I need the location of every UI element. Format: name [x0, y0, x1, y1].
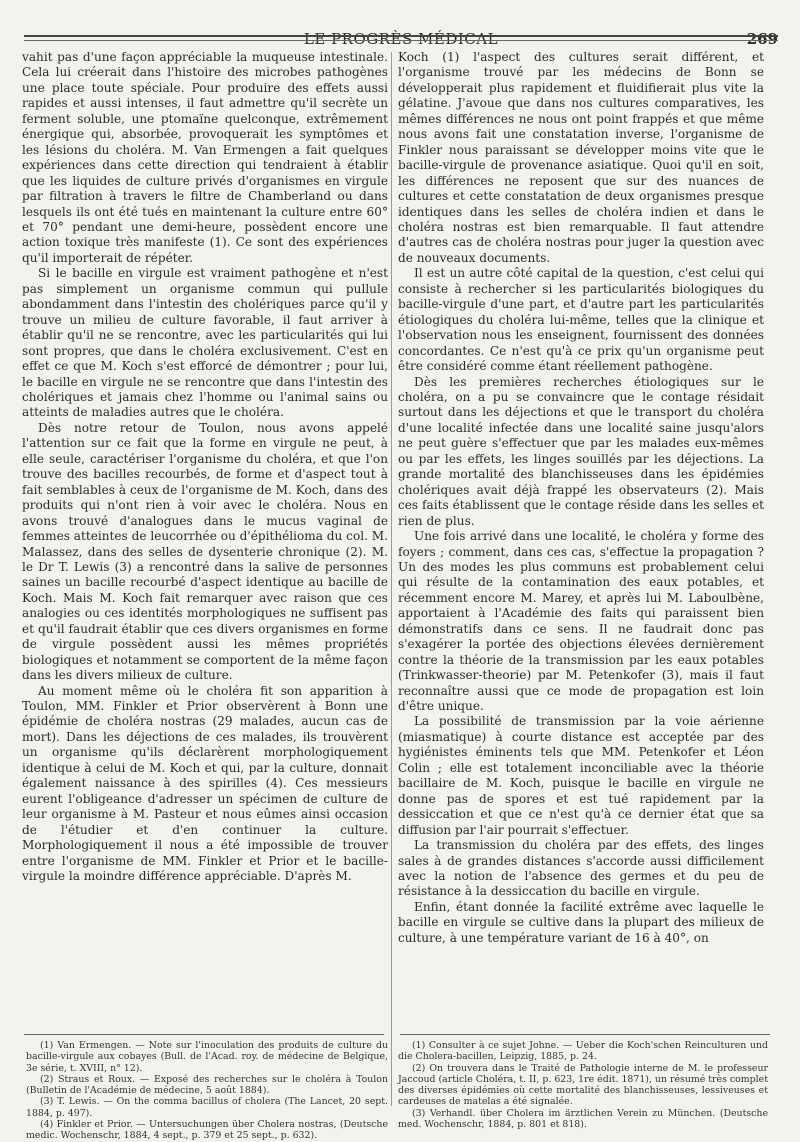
footnote-separator	[24, 1034, 384, 1035]
paragraph: Enfin, étant donnée la facilité extrême avec laquelle le bacille en virgule se cultive dans la plupart des milieux de culture, à une température variant de 16 à 40°, on	[398, 899, 764, 945]
paragraph: La possibilité de transmission par la voie aérienne (miasmatique) à courte distance est acceptée par des hygiénistes éminents tels que MM. Petenkofer et Léon Colin ; elle est totalement inconciliable avec la théorie bacillaire de M. Koch, puisque le bacille en virgule ne donne pas de spores et est tué rapidement par la dessiccation et que ce n'est qu'à ce dernier état que sa diffusion par l'air pourrait s'effectuer.	[398, 714, 764, 837]
page-header	[24, 14, 778, 48]
footnote: (2) Straus et Roux. — Exposé des recherches sur le choléra à Toulon (Bulletin de l'Académie de médecine, 5 août 1884).	[26, 1073, 388, 1097]
footnote: (2) On trouvera dans le Traité de Pathologie interne de M. le professeur Jaccoud (article Choléra, t. II, p. 623, 1re édit. 1871), un résumé très complet des diverses épidémies où cette mortalité des blanchisseuses, lessiveuses et cardeuses de matelas a été signalée.	[398, 1062, 768, 1108]
paragraph: Dès notre retour de Toulon, nous avons appelé l'attention sur ce fait que la forme en virgule ne peut, à elle seule, caractériser l'organisme du choléra, et que l'on trouve des bacilles recourbés, de forme et d'aspect tout à fait semblables à ceux de l'organisme de M. Koch, dans des produits qui n'ont rien à voir avec le choléra. Nous en avons trouvé d'analogues dans le mucus vaginal de femmes atteintes de leucorrhée ou d'épithélioma du col. M. Malassez, dans des selles de dysenterie chronique (2). M. le Dr T. Lewis (3) a rencontré dans la salive de personnes saines un bacille recourbé d'aspect identique au bacille de Koch. Mais M. Koch fait remarquer avec raison que ces analogies ou ces identités morphologiques ne suffisent pas et qu'il faudrait établir que ces divers organismes en forme de virgule possèdent aussi les mêmes propriétés biologiques et notamment se comportent de la même façon dans les divers milieux de culture.	[22, 420, 389, 683]
header-rule-thick	[24, 35, 778, 37]
column-divider	[391, 52, 392, 1106]
footnote: (1) Consulter à ce sujet Johne. — Ueber die Koch'schen Reinculturen und die Cholera-bacillen, Leipzig, 1885, p. 24.	[398, 1040, 768, 1063]
paragraph: Si le bacille en virgule est vraiment pathogène et n'est pas simplement un organisme commun qui pullule abondamment dans l'intestin des cholériques parce qu'il y trouve un milieu de culture favorable, il faut arriver à établir qu'il ne se rencontre, avec les particularités qui lui sont propres, que dans le choléra exclusivement. C'est en effet ce que M. Koch s'est efforcé de démontrer ; pour lui, le bacille en virgule ne se rencontre que dans l'intestin des cholériques et jamais chez l'homme ou l'animal sains ou atteints de maladies autres que le choléra.	[22, 266, 388, 420]
footnote-separator	[400, 1034, 770, 1035]
paragraph: Dès les premières recherches étiologiques sur le choléra, on a pu se convaincre que le contage résidait surtout dans les déjections et que le transport du choléra d'une localité infectée dans une localité saine jusqu'alors ne peut guère s'effectuer que par les malades eux-mêmes ou par les effets, les linges souillés par les déjections. La grande mortalité des blanchisseuses dans les épidémies cholériques avait déjà frappé les observateurs (2). Mais ces faits établissent que le contage réside dans les selles et rien de plus.	[398, 374, 764, 528]
paragraph: Il est un autre côté capital de la question, c'est celui qui consiste à rechercher si les particularités biologiques du bacille-virgule d'une part, et d'autre part les particularités étiologiques du choléra lui-même, telles que la clinique et l'observation nous les enseignent, fournissent des données concordantes. Ce n'est qu'à ce prix qu'un organisme peut être considéré comme étant réellement pathogène.	[398, 266, 764, 374]
left-footnotes	[26, 1040, 388, 1142]
left-column	[22, 50, 388, 884]
paragraph: Koch (1) l'aspect des cultures serait différent, et l'organisme trouvé par les médecins de Bonn se développerait plus rapidement et fluidifierait plus vite la gélatine. J'avoue que dans nos cultures comparatives, les mêmes différences ne nous ont point frappés et que même nous avons fait une constatation inverse, l'organisme de Finkler nous paraissant se développer moins vite que le bacille-virgule de provenance asiatique. Quoi qu'il en soit, les différences ne reposent que sur des nuances de cultures et cette constatation de deux organismes presque identiques dans les selles de choléra indien et dans le choléra nostras est bien remarquable. Il faut attendre d'autres cas de choléra nostras pour juger la question avec de nouveaux documents.	[398, 50, 764, 265]
footnote: (3) T. Lewis. — On the comma bacillus of cholera (The Lancet, 20 sept. 1884, p. 497).	[26, 1096, 388, 1119]
right-column	[398, 50, 764, 946]
footnote: (3) Verhandl. über Cholera im ärztlichen Verein zu München. (Deutsche med. Wochenschr, 1884, p. 801 et 818).	[398, 1107, 768, 1131]
footnote: (1) Van Ermengen. — Note sur l'inoculation des produits de culture du bacille-virgule aux cobayes (Bull. de l'Acad. roy. de médecine de Belgique, 3e série, t. XVIII, n° 12).	[26, 1040, 388, 1074]
header-rule-thin	[24, 40, 778, 41]
journal-title: LE PROGRÈS MÉDICAL	[303, 30, 499, 48]
paragraph: vahit pas d'une façon appréciable la muqueuse intestinale. Cela lui créerait dans l'histoire des microbes pathogènes une place toute spéciale. Pour produire des effets aussi rapides et aussi intenses, il faut admettre qu'il secrète un ferment soluble, une ptomaïne quelconque, extrêmement énergique qui, absorbée, provoquerait les symptômes et les lésions du choléra. M. Van Ermengen a fait quelques expériences dans cette direction qui tendraient à établir que les liquides de culture privés d'organismes en virgule par filtration à travers le filtre de Chamberland ou dans lesquels ils ont été tués en maintenant la culture entre 60° et 70° pendant une demi-heure, possèdent encore une action toxique très manifeste (1). Ce sont des expériences qu'il importerait de répéter.	[22, 50, 388, 265]
footnote: (4) Finkler et Prior. — Untersuchungen über Cholera nostras, (Deutsche medic. Wochenschr, 1884, 4 sept., p. 379 et 25 sept., p. 632).	[26, 1119, 388, 1142]
paragraph: La transmission du choléra par des effets, des linges sales à de grandes distances s'accorde aussi difficilement avec la notion de l'absence des germes et du peu de résistance à la dessiccation du bacille en virgule.	[398, 838, 764, 899]
paragraph: Une fois arrivé dans une localité, le choléra y forme des foyers ; comment, dans ces cas, s'effectue la propagation ? Un des modes les plus communs est probablement celui qui résulte de la contamination des eaux potables, et récemment encore M. Marey, et après lui M. Laboulbène, apportaient à l'Académie des faits qui paraissent bien démonstratifs dans ce sens. Il ne faudrait donc pas s'exagérer la portée des objections élevées dernièrement contre la théorie de la transmission par les eaux potables (Trinkwasser-theorie) par M. Petenkofer (3), mais il faut reconnaître aussi que ce mode de propagation est loin d'être unique.	[398, 529, 764, 714]
right-footnotes	[398, 1040, 768, 1130]
paragraph: Au moment même où le choléra fit son apparition à Toulon, MM. Finkler et Prior observèrent à Bonn une épidémie de choléra nostras (29 malades, aucun cas de mort). Dans les déjections de ces malades, ils trouvèrent un organisme qu'ils déclarèrent morphologiquement identique à celui de M. Koch et qui, par la culture, donnait également naissance à des spirilles (4). Ces messieurs eurent l'obligeance d'adresser un spécimen de culture de leur organisme à M. Pasteur et nous eûmes ainsi occasion de l'étudier et d'en continuer la culture. Morphologiquement il nous a été impossible de trouver entre l'organisme de MM. Finkler et Prior et le bacille-virgule la moindre différence appréciable. D'après M.	[22, 683, 388, 884]
page-number: 269	[746, 30, 778, 48]
